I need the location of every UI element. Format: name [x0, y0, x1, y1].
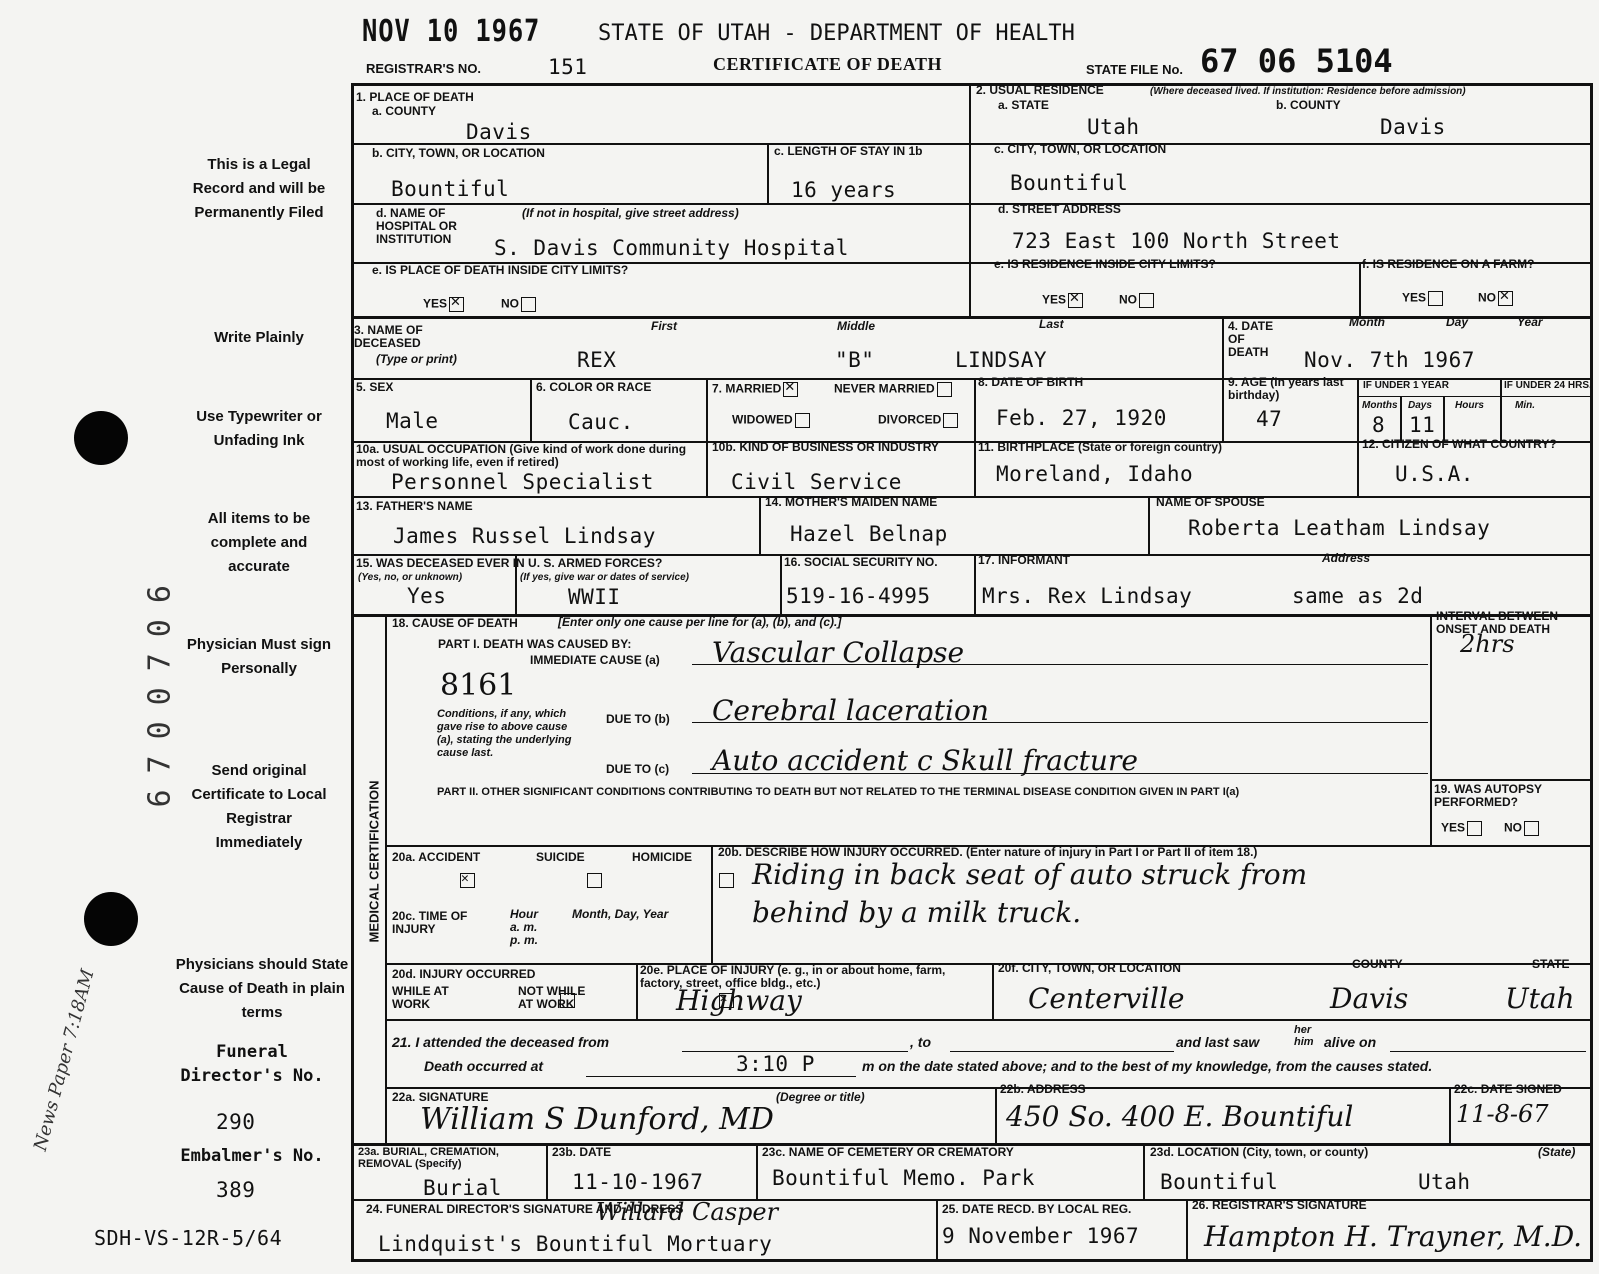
place-injury-label: 20e. PLACE OF INJURY (e. g., in or about home, farm, factory, street, office bldg., etc.): [640, 963, 946, 990]
informant-address: same as 2d: [1292, 584, 1424, 608]
cause-plain-note: Physicians should State Cause of Death in plain terms: [175, 956, 349, 1021]
signature-label: 22a. SIGNATURE: [392, 1090, 489, 1104]
accident-checkbox[interactable]: [460, 873, 475, 888]
vertical-serial-no: 6700706: [142, 569, 178, 808]
no-checkbox[interactable]: [521, 297, 536, 312]
ssn-label: 16. SOCIAL SECURITY NO.: [784, 555, 938, 569]
burial-date-label: 23b. DATE: [552, 1145, 612, 1159]
cause-of-death-label: 18. CAUSE OF DEATH: [392, 616, 518, 630]
address-22b-label: 22b. ADDRESS: [1000, 1082, 1086, 1096]
usual-residence-label: 2. USUAL RESIDENCE: [976, 83, 1104, 97]
embalmer-no: 389: [216, 1178, 256, 1202]
accident-label: 20a. ACCIDENT: [392, 850, 481, 864]
place-injury: Highway: [676, 984, 802, 1017]
write-plainly-note: Write Plainly: [214, 329, 304, 346]
res-state-label: a. STATE: [998, 98, 1049, 112]
mdy-label: Month, Day, Year: [572, 907, 669, 921]
punch-hole-bottom: [84, 892, 138, 946]
injury-city: Centerville: [1028, 982, 1185, 1015]
margin-note: News Paper 7:18AM: [29, 967, 99, 1154]
autopsy-no[interactable]: [1504, 821, 1539, 836]
last-name: LINDSAY: [955, 348, 1048, 372]
never-married-checkbox[interactable]: [937, 382, 952, 397]
funeral-director-signature: Willard Casper: [596, 1198, 779, 1226]
age-days: 11: [1409, 413, 1436, 437]
immediate-cause-label: IMMEDIATE CAUSE (a): [530, 653, 660, 667]
hours-label: Hours: [1455, 400, 1484, 411]
cemetery-label: 23c. NAME OF CEMETERY OR CREMATORY: [762, 1145, 1014, 1159]
embalmer-label: Embalmer's No.: [180, 1146, 324, 1166]
inside-limits-no[interactable]: [501, 297, 536, 312]
location-label: 23d. LOCATION (City, town, or county): [1150, 1145, 1369, 1159]
time-injury-label: 20c. TIME OF INJURY: [392, 909, 468, 936]
father: James Russel Lindsay: [393, 524, 656, 548]
state-file-no: 67 06 5104: [1200, 42, 1393, 80]
not-at-work-label: NOT WHILE AT WORK: [518, 984, 586, 1011]
location-state-label: (State): [1538, 1145, 1576, 1159]
birthplace-label: 11. BIRTHPLACE (State or foreign country): [978, 440, 1223, 454]
res-county: Davis: [1380, 115, 1446, 139]
autopsy-yes[interactable]: [1441, 821, 1482, 836]
her-him-label: her him: [1294, 1024, 1314, 1048]
year-label: Year: [1517, 315, 1543, 329]
funeral-director-label: Funeral Director's No.: [180, 1042, 324, 1086]
degree-label: (Degree or title): [776, 1090, 865, 1104]
race-label: 6. COLOR OR RACE: [536, 380, 652, 394]
inside-limits-yes[interactable]: [423, 297, 464, 312]
month-label: Month: [1349, 315, 1385, 329]
describe-injury-label: 20b. DESCRIBE HOW INJURY OCCURRED. (Enter nature of injury in Part I or Part II of item 18.): [718, 845, 1258, 859]
divorced-checkbox[interactable]: [943, 413, 958, 428]
informant: Mrs. Rex Lindsay: [982, 584, 1193, 608]
part2-label: PART II. OTHER SIGNIFICANT CONDITIONS CONTRIBUTING TO DEATH BUT NOT RELATED TO THE TERMINAL DISEASE CONDITION GIVEN IN PART I(a): [437, 786, 1240, 798]
location: Bountiful: [1160, 1170, 1279, 1194]
no-checkbox[interactable]: [1498, 291, 1513, 306]
death-time: 3:10 P: [736, 1052, 815, 1076]
death-occurred-label: Death occurred at: [424, 1058, 544, 1074]
res-inside-limits-no[interactable]: [1119, 293, 1154, 308]
physician-address: 450 So. 400 E. Bountiful: [1006, 1100, 1354, 1133]
suicide-checkbox[interactable]: [587, 873, 602, 888]
farm-label: f. IS RESIDENCE ON A FARM?: [1362, 257, 1535, 271]
occupation-label: 10a. USUAL OCCUPATION (Give kind of work done during most of working life, even if retired): [356, 442, 687, 469]
typewriter-note: Use Typewriter or Unfading Ink: [196, 408, 322, 449]
dob: Feb. 27, 1920: [996, 406, 1167, 430]
informant-address-label: Address: [1322, 551, 1371, 565]
funeral-director-sig-label: 24. FUNERAL DIRECTOR'S SIGNATURE AND ADDRESS: [366, 1202, 684, 1216]
registrar-sig-label: 26. REGISTRAR'S SIGNATURE: [1192, 1198, 1367, 1212]
conditions-label: Conditions, if any, which gave rise to above cause (a), stating the underlying cause last.: [437, 708, 572, 759]
months-label: Months: [1362, 400, 1398, 411]
age-months: 8: [1372, 413, 1386, 437]
cause-note: [Enter only one cause per line for (a), (b), and (c).]: [558, 615, 842, 629]
burial-label: 23a. BURIAL, CREMATION, REMOVAL (Specify): [358, 1146, 499, 1170]
age: 47: [1256, 407, 1283, 431]
injury-county: Davis: [1330, 982, 1409, 1015]
death-city: Bountiful: [391, 177, 510, 201]
no-label: NO: [1478, 290, 1496, 305]
date-signed-label: 22c. DATE SIGNED: [1454, 1082, 1562, 1096]
certificate-title: CERTIFICATE OF DEATH: [713, 54, 943, 74]
cemetery: Bountiful Memo. Park: [772, 1166, 1035, 1190]
registrar-no-label: REGISTRAR'S NO.: [366, 61, 482, 76]
yes-checkbox[interactable]: [1428, 291, 1443, 306]
res-city: Bountiful: [1010, 171, 1129, 195]
informant-label: 17. INFORMANT: [978, 553, 1071, 567]
res-city-label: c. CITY, TOWN, OR LOCATION: [994, 142, 1167, 156]
hospital-note: (If not in hospital, give street address): [522, 206, 739, 220]
armed-forces-label: 15. WAS DECEASED EVER IN U. S. ARMED FORCES?: [356, 556, 663, 570]
under-24-label: IF UNDER 24 HRS.: [1504, 380, 1592, 391]
state-file-label: STATE FILE No.: [1086, 62, 1184, 77]
residence-note: (Where deceased lived. If institution: Residence before admission): [1150, 86, 1466, 97]
birthplace: Moreland, Idaho: [996, 462, 1194, 486]
length-of-stay: 16 years: [791, 178, 897, 202]
mother: Hazel Belnap: [790, 522, 948, 546]
last-saw-label: and last saw: [1176, 1034, 1260, 1050]
injury-state: Utah: [1505, 982, 1575, 1015]
min-label: Min.: [1515, 400, 1535, 411]
street-address: 723 East 100 North Street: [1012, 229, 1341, 253]
last-label: Last: [1039, 317, 1064, 331]
to-label: , to: [910, 1034, 931, 1050]
first-name: REX: [577, 348, 617, 372]
no-label: NO: [1119, 292, 1137, 307]
cause-a: Vascular Collapse: [712, 636, 965, 669]
homicide-label: HOMICIDE: [632, 850, 692, 864]
place-of-death-label: 1. PLACE OF DEATH: [356, 90, 474, 104]
date-signed: 11-8-67: [1456, 1100, 1549, 1128]
war: WWII: [568, 585, 621, 609]
widowed-checkbox[interactable]: [795, 413, 810, 428]
injury-description-line2: behind by a milk truck.: [752, 896, 1082, 929]
suicide-label: SUICIDE: [536, 850, 585, 864]
armed-forces: Yes: [407, 584, 447, 608]
death-county: Davis: [466, 120, 532, 144]
homicide-checkbox[interactable]: [719, 873, 734, 888]
form-id: SDH-VS-12R-5/64: [94, 1226, 283, 1250]
no-label: NO: [1504, 820, 1522, 835]
res-county-label: b. COUNTY: [1276, 98, 1341, 112]
funeral-director-no: 290: [216, 1110, 256, 1134]
date-of-death-label: 4. DATE OF DEATH: [1228, 319, 1274, 359]
sex-label: 5. SEX: [356, 380, 394, 394]
attended-label: 21. I attended the deceased from: [392, 1034, 610, 1050]
physician-sign-note: Physician Must sign Personally: [186, 636, 332, 677]
no-label: NO: [501, 296, 519, 311]
divorced-option[interactable]: [878, 413, 958, 428]
married-label: 7. MARRIED: [712, 381, 782, 396]
inside-limits-label: e. IS PLACE OF DEATH INSIDE CITY LIMITS?: [372, 263, 629, 277]
part1-label: PART I. DEATH WAS CAUSED BY:: [438, 637, 632, 651]
punch-hole-top: [74, 411, 128, 465]
medical-certification-label: MEDICAL CERTIFICATION: [366, 780, 382, 943]
due-to-c-label: DUE TO (c): [606, 762, 670, 776]
business: Civil Service: [731, 470, 902, 494]
injury-city-label: 20f. CITY, TOWN, OR LOCATION: [998, 961, 1181, 975]
death-city-label: b. CITY, TOWN, OR LOCATION: [372, 146, 545, 160]
location-state: Utah: [1418, 1170, 1471, 1194]
injury-state-label: STATE: [1532, 957, 1570, 971]
registrar-no: 151: [548, 55, 588, 79]
injury-occurred-label: 20d. INJURY OCCURRED: [392, 967, 536, 981]
burial: Burial: [423, 1176, 502, 1200]
date-recd-label: 25. DATE RECD. BY LOCAL REG.: [942, 1202, 1132, 1216]
middle-name: "B": [835, 348, 875, 372]
war-note: (If yes, give war or dates of service): [520, 572, 689, 583]
spouse: Roberta Leatham Lindsay: [1188, 516, 1491, 540]
hour-am-pm-label: Hour a. m. p. m.: [510, 907, 539, 947]
yes-checkbox[interactable]: [1467, 821, 1482, 836]
middle-label: Middle: [837, 319, 875, 333]
spouse-label: NAME OF SPOUSE: [1156, 495, 1265, 509]
type-print-label: (Type or print): [376, 352, 457, 366]
interval: 2hrs: [1460, 630, 1515, 658]
while-at-work-label: WHILE AT WORK: [392, 984, 449, 1011]
first-label: First: [651, 319, 678, 333]
age-label: 9. AGE (In years last birthday): [1228, 375, 1344, 402]
received-stamp: NOV 10 1967: [362, 14, 541, 49]
yes-label: YES: [423, 296, 448, 311]
day-label: Day: [1446, 315, 1469, 329]
send-original-note: Send original Certificate to Local Registrar Immediately: [191, 762, 327, 851]
cause-b: Cerebral laceration: [712, 694, 989, 727]
yes-checkbox[interactable]: [449, 297, 464, 312]
date-of-death: Nov. 7th 1967: [1304, 348, 1475, 372]
sex: Male: [386, 409, 439, 433]
father-label: 13. FATHER'S NAME: [356, 499, 473, 513]
physician-signature: William S Dunford, MD: [420, 1102, 774, 1137]
dob-label: 8. DATE OF BIRTH: [978, 375, 1084, 389]
divorced-label: DIVORCED: [878, 412, 942, 427]
ssn: 519-16-4995: [786, 584, 931, 608]
registrar-signature: Hampton H. Trayner, M.D.: [1204, 1220, 1583, 1253]
alive-on-label: alive on: [1324, 1034, 1377, 1050]
mortuary: Lindquist's Bountiful Mortuary: [378, 1232, 773, 1256]
married-option[interactable]: [712, 382, 798, 397]
statement-label: m on the date stated above; and to the best of my knowledge, from the causes stated.: [862, 1058, 1433, 1074]
length-of-stay-label: c. LENGTH OF STAY IN 1b: [774, 144, 923, 158]
cause-c: Auto accident c Skull fracture: [712, 744, 1138, 777]
race: Cauc.: [568, 410, 634, 434]
under-1yr-label: IF UNDER 1 YEAR: [1363, 380, 1449, 391]
hospital-name: S. Davis Community Hospital: [494, 236, 849, 260]
res-state: Utah: [1087, 115, 1140, 139]
interval-label: INTERVAL BETWEEN ONSET AND DEATH: [1436, 609, 1559, 636]
due-to-b-label: DUE TO (b): [606, 712, 670, 726]
yes-label: YES: [1441, 820, 1466, 835]
never-married-option[interactable]: [834, 382, 952, 397]
mother-label: 14. MOTHER'S MAIDEN NAME: [765, 495, 938, 509]
yes-label: YES: [1042, 292, 1067, 307]
agency-title: STATE OF UTAH - DEPARTMENT OF HEALTH: [598, 21, 1075, 46]
citizen-label: 12. CITIZEN OF WHAT COUNTRY?: [1362, 437, 1557, 451]
business-label: 10b. KIND OF BUSINESS OR INDUSTRY: [712, 440, 939, 454]
widowed-label: WIDOWED: [732, 412, 793, 427]
res-inside-limits-label: e. IS RESIDENCE INSIDE CITY LIMITS?: [994, 257, 1216, 271]
injury-county-label: COUNTY: [1352, 957, 1403, 971]
date-recd: 9 November 1967: [942, 1224, 1140, 1248]
complete-note: All items to be complete and accurate: [207, 510, 311, 575]
name-deceased-label: 3. NAME OF DECEASED: [354, 323, 423, 350]
autopsy-label: 19. WAS AUTOPSY PERFORMED?: [1434, 782, 1542, 809]
code-8161: 8161: [440, 668, 517, 703]
no-checkbox[interactable]: [1524, 821, 1539, 836]
county-label: a. COUNTY: [372, 104, 437, 118]
days-label: Days: [1408, 400, 1432, 411]
yes-label: YES: [1402, 290, 1427, 305]
widowed-option[interactable]: [732, 413, 810, 428]
hospital-label: d. NAME OF HOSPITAL OR INSTITUTION: [376, 206, 457, 246]
armed-note: (Yes, no, or unknown): [358, 572, 463, 583]
yes-checkbox[interactable]: [1068, 293, 1083, 308]
legal-record-note: This is a Legal Record and will be Permanently Filed: [192, 156, 326, 221]
occupation: Personnel Specialist: [391, 470, 654, 494]
no-checkbox[interactable]: [1139, 293, 1154, 308]
street-address-label: d. STREET ADDRESS: [998, 202, 1121, 216]
citizen: U.S.A.: [1395, 462, 1474, 486]
farm-no[interactable]: [1478, 291, 1513, 306]
injury-description-line1: Riding in back seat of auto struck from: [752, 858, 1308, 891]
farm-yes[interactable]: [1402, 291, 1443, 306]
res-inside-limits-yes[interactable]: [1042, 293, 1083, 308]
never-married-label: NEVER MARRIED: [834, 381, 935, 396]
burial-date: 11-10-1967: [572, 1170, 704, 1194]
married-checkbox[interactable]: [783, 382, 798, 397]
